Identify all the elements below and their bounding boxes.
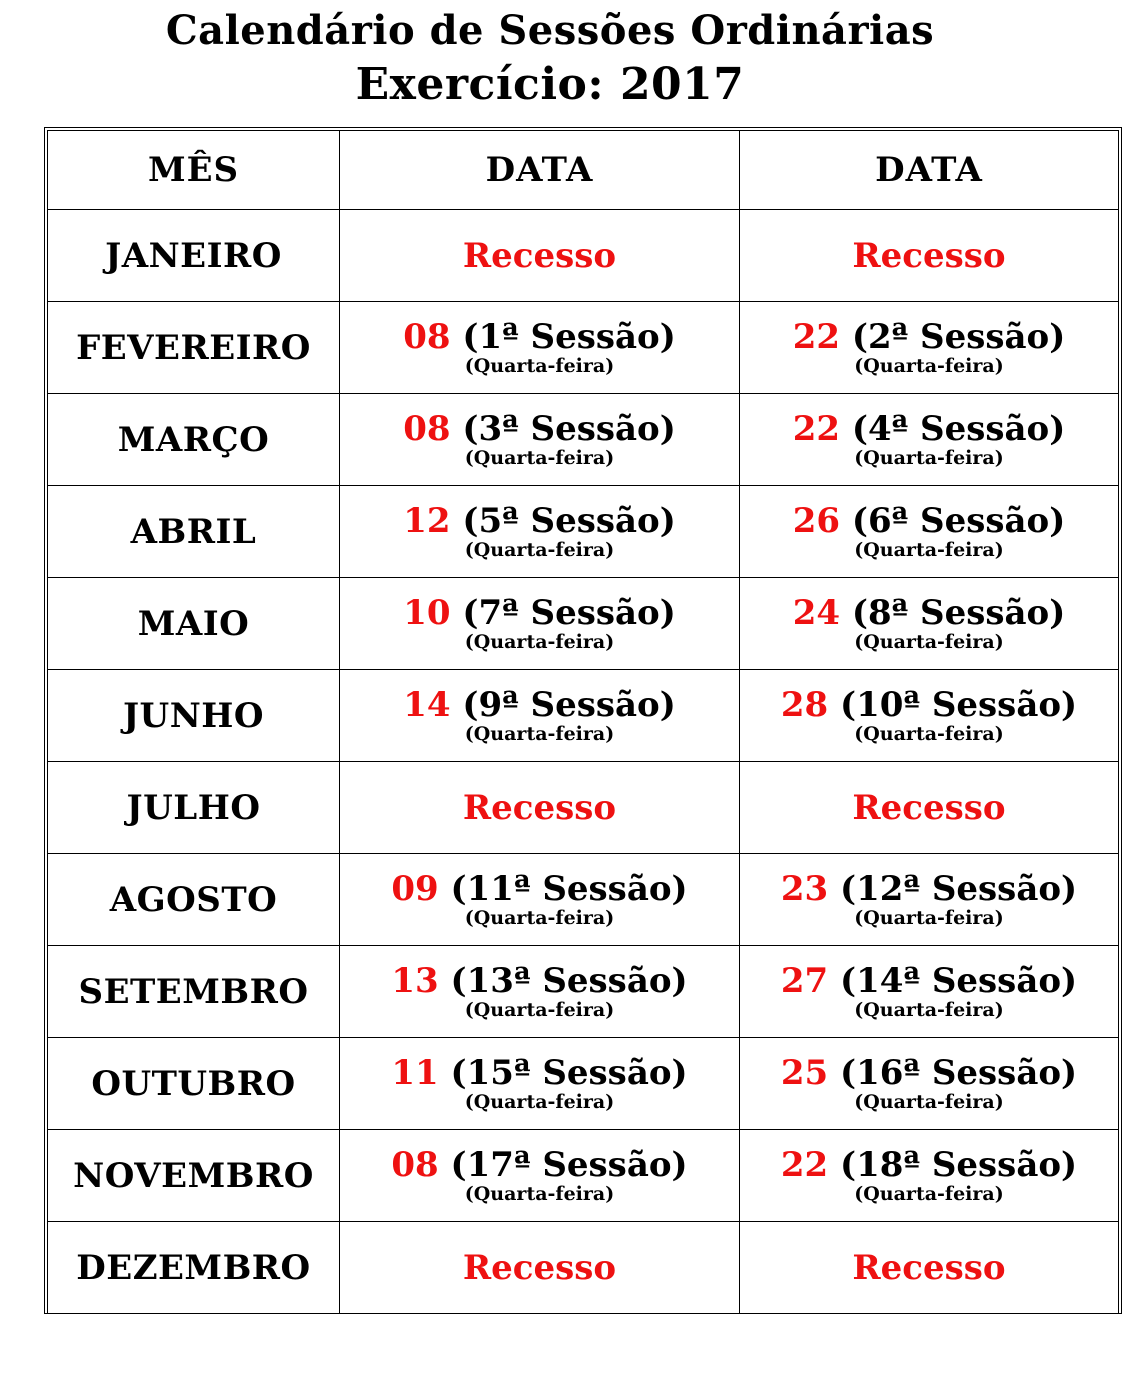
session-weekday: (Quarta-feira) — [854, 446, 1004, 469]
recess-label: Recesso — [462, 235, 617, 276]
month-cell — [48, 854, 340, 946]
month-label: DEZEMBRO — [76, 1247, 311, 1288]
date-cell — [740, 670, 1119, 762]
session-day: 09 — [391, 868, 439, 909]
session-line — [340, 684, 739, 725]
session-number: (4ª Sessão) — [840, 408, 1066, 449]
session-number: (16ª Sessão) — [828, 1052, 1078, 1093]
session-day: 26 — [792, 500, 841, 541]
session-weekday: (Quarta-feira) — [464, 1090, 615, 1113]
month-cell — [48, 946, 340, 1038]
date-cell — [340, 578, 740, 670]
session-day: 22 — [792, 316, 841, 357]
session-line — [340, 868, 739, 909]
calendar-table — [47, 130, 1119, 1314]
session-weekday: (Quarta-feira) — [464, 446, 615, 469]
session-day: 11 — [391, 1052, 439, 1093]
month-label: FEVEREIRO — [76, 327, 311, 368]
month-cell — [48, 486, 340, 578]
session-number: (5ª Sessão) — [450, 500, 676, 541]
session-number: (18ª Sessão) — [828, 1144, 1078, 1185]
session-number: (7ª Sessão) — [450, 592, 676, 633]
session-number: (2ª Sessão) — [840, 316, 1066, 357]
session-day: 13 — [391, 960, 439, 1001]
date-cell — [740, 762, 1119, 854]
date-cell — [340, 302, 740, 394]
session-line — [340, 592, 739, 633]
session-weekday: (Quarta-feira) — [854, 538, 1004, 561]
calendar-table-frame — [44, 127, 1122, 1314]
month-cell — [48, 578, 340, 670]
table-row — [48, 578, 1119, 670]
date-cell — [740, 1038, 1119, 1130]
table-row — [48, 1038, 1119, 1130]
session-line — [340, 1052, 739, 1093]
session-day: 22 — [792, 408, 841, 449]
date-cell — [740, 578, 1119, 670]
table-row — [48, 394, 1119, 486]
date-cell — [740, 854, 1119, 946]
date-cell — [340, 486, 740, 578]
date-cell — [740, 946, 1119, 1038]
month-cell — [48, 302, 340, 394]
session-line — [740, 1144, 1118, 1185]
date-cell — [340, 946, 740, 1038]
session-number: (12ª Sessão) — [828, 868, 1078, 909]
session-day: 28 — [780, 684, 829, 725]
session-number: (9ª Sessão) — [450, 684, 676, 725]
session-weekday: (Quarta-feira) — [464, 906, 615, 929]
session-day: 25 — [780, 1052, 829, 1093]
header-month-label: MÊS — [147, 150, 240, 190]
session-line — [340, 960, 739, 1001]
table-row — [48, 1130, 1119, 1222]
session-weekday: (Quarta-feira) — [854, 722, 1004, 745]
session-line — [340, 408, 739, 449]
table-row — [48, 854, 1119, 946]
recess-label: Recesso — [852, 787, 1006, 828]
month-cell — [48, 1222, 340, 1314]
recess-label: Recesso — [852, 235, 1006, 276]
table-row — [48, 1222, 1119, 1314]
date-cell — [740, 210, 1119, 302]
table-header-row — [48, 131, 1119, 210]
table-row — [48, 486, 1119, 578]
session-weekday: (Quarta-feira) — [464, 998, 615, 1021]
session-line — [740, 408, 1118, 449]
session-line — [740, 316, 1118, 357]
session-day: 08 — [391, 1144, 439, 1185]
recess-label: Recesso — [462, 1247, 617, 1288]
session-line — [740, 592, 1118, 633]
session-weekday: (Quarta-feira) — [464, 538, 615, 561]
session-line — [740, 500, 1118, 541]
table-row — [48, 210, 1119, 302]
month-label: SETEMBRO — [78, 971, 309, 1012]
date-cell — [740, 394, 1119, 486]
document-title — [0, 4, 1100, 112]
date-cell — [740, 302, 1119, 394]
session-day: 23 — [780, 868, 829, 909]
date-cell — [740, 1130, 1119, 1222]
month-label: JANEIRO — [105, 235, 282, 276]
date-cell — [340, 1130, 740, 1222]
session-number: (14ª Sessão) — [828, 960, 1078, 1001]
session-number: (3ª Sessão) — [450, 408, 676, 449]
month-label: MARÇO — [117, 419, 270, 460]
month-cell — [48, 1130, 340, 1222]
date-cell — [340, 210, 740, 302]
table-row — [48, 946, 1119, 1038]
session-day: 10 — [403, 592, 451, 633]
session-weekday: (Quarta-feira) — [854, 354, 1004, 377]
session-line — [740, 868, 1118, 909]
session-weekday: (Quarta-feira) — [854, 998, 1004, 1021]
month-label: MAIO — [137, 603, 250, 644]
header-date-1 — [340, 131, 740, 210]
session-number: (10ª Sessão) — [828, 684, 1078, 725]
session-number: (13ª Sessão) — [438, 960, 688, 1001]
session-line — [740, 1052, 1118, 1093]
month-label: OUTUBRO — [91, 1063, 296, 1104]
session-number: (11ª Sessão) — [438, 868, 688, 909]
table-row — [48, 762, 1119, 854]
date-cell — [740, 1222, 1119, 1314]
month-cell — [48, 670, 340, 762]
session-number: (8ª Sessão) — [840, 592, 1066, 633]
date-cell — [340, 1222, 740, 1314]
date-cell — [340, 1038, 740, 1130]
session-day: 27 — [780, 960, 829, 1001]
session-weekday: (Quarta-feira) — [464, 1182, 615, 1205]
month-cell — [48, 210, 340, 302]
session-weekday: (Quarta-feira) — [854, 1182, 1004, 1205]
session-weekday: (Quarta-feira) — [464, 354, 615, 377]
session-weekday: (Quarta-feira) — [854, 630, 1004, 653]
session-day: 14 — [403, 684, 451, 725]
session-line — [740, 960, 1118, 1001]
title-line-1: Calendário de Sessões Ordinárias — [165, 7, 935, 54]
month-cell — [48, 394, 340, 486]
header-date-2 — [740, 131, 1119, 210]
session-weekday: (Quarta-feira) — [464, 722, 615, 745]
session-day: 22 — [780, 1144, 829, 1185]
session-day: 08 — [403, 408, 451, 449]
month-label: ABRIL — [130, 511, 257, 552]
month-label: JULHO — [126, 787, 261, 828]
session-number: (17ª Sessão) — [438, 1144, 688, 1185]
month-cell — [48, 1038, 340, 1130]
date-cell — [740, 486, 1119, 578]
date-cell — [340, 762, 740, 854]
month-cell — [48, 762, 340, 854]
session-number: (6ª Sessão) — [840, 500, 1066, 541]
session-day: 12 — [403, 500, 451, 541]
month-label: NOVEMBRO — [73, 1155, 314, 1196]
month-label: JUNHO — [122, 695, 265, 736]
session-line — [740, 684, 1118, 725]
session-day: 08 — [403, 316, 451, 357]
header-date-1-label: DATA — [485, 150, 594, 190]
session-weekday: (Quarta-feira) — [464, 630, 615, 653]
table-row — [48, 670, 1119, 762]
date-cell — [340, 394, 740, 486]
session-line — [340, 316, 739, 357]
recess-label: Recesso — [462, 787, 617, 828]
session-weekday: (Quarta-feira) — [854, 906, 1004, 929]
title-line-2: Exercício: 2017 — [355, 59, 745, 110]
table-row — [48, 302, 1119, 394]
session-line — [340, 1144, 739, 1185]
session-number: (15ª Sessão) — [438, 1052, 688, 1093]
session-line — [340, 500, 739, 541]
month-label: AGOSTO — [109, 879, 278, 920]
session-day: 24 — [792, 592, 841, 633]
date-cell — [340, 854, 740, 946]
header-date-2-label: DATA — [875, 150, 983, 190]
recess-label: Recesso — [852, 1247, 1006, 1288]
header-month — [48, 131, 340, 210]
date-cell — [340, 670, 740, 762]
session-number: (1ª Sessão) — [450, 316, 676, 357]
session-weekday: (Quarta-feira) — [854, 1090, 1004, 1113]
